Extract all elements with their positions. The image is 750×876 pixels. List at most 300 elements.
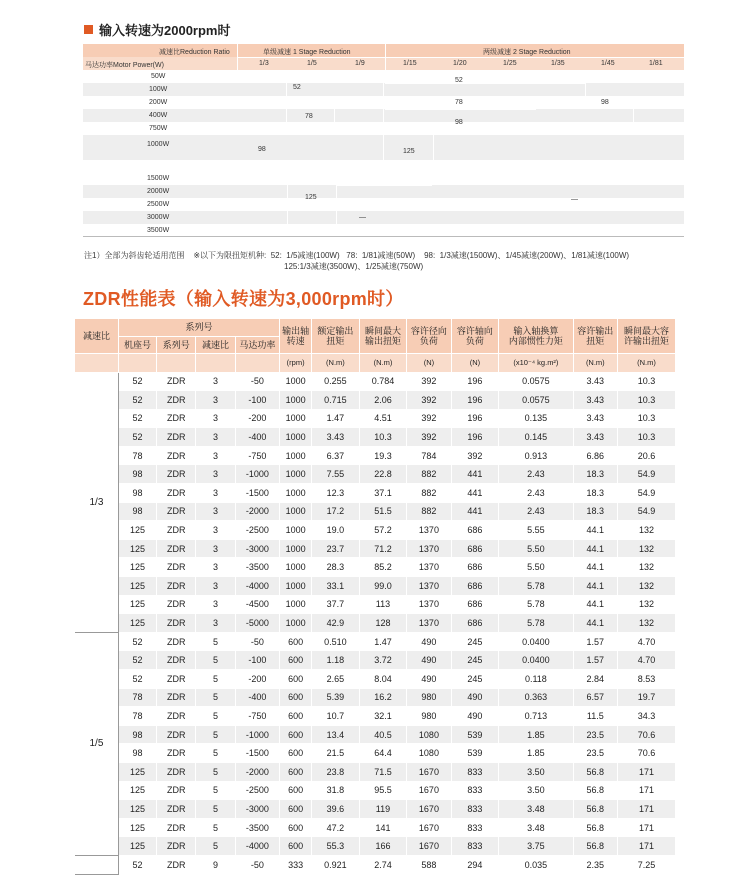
table-cell: 833 [451,837,499,856]
power-label: 200W [149,99,168,106]
table-cell: ZDR [157,446,196,465]
table-cell: -2000 [235,502,279,521]
range-value: 78 [455,99,463,106]
table-cell: 2.84 [573,670,617,689]
table-row [75,391,676,410]
table-cell: 56.8 [573,762,617,781]
table-cell: 113 [359,595,407,614]
table-cell: 1000 [280,502,312,521]
table-cell: 95.5 [359,781,407,800]
ratio-group-label: 1/5 [75,632,118,855]
table-cell: -3500 [235,558,279,577]
table-cell: 171 [618,800,676,819]
table-row [75,632,676,651]
table-cell: 5 [196,651,235,670]
table-cell: 0.713 [499,707,573,726]
table-cell: 23.5 [573,725,617,744]
table-cell: 54.9 [618,465,676,484]
table-row [75,558,676,577]
table-cell: 1000 [280,614,312,633]
power-label: 3000W [147,214,170,221]
ratio-header-cell: 1/81 [649,60,663,67]
header-divider [237,57,684,58]
table-cell: 0.135 [499,409,573,428]
range-boundary [287,172,288,224]
table-cell: 3 [196,372,235,391]
table-cell: 23.7 [312,539,360,558]
table-cell: 686 [451,595,499,614]
unit-n: (N) [407,353,451,372]
table-cell: 882 [407,484,451,503]
table-cell: 1370 [407,521,451,540]
table-cell: 3 [196,428,235,447]
table-cell: ZDR [157,688,196,707]
table-cell: 78 [118,688,156,707]
table-cell: 2.43 [499,465,573,484]
col-axial-load: 容许轴向 负荷 [451,319,499,353]
col-allow-torque: 容许输出 扭矩 [573,319,617,353]
table-cell: 56.8 [573,800,617,819]
range-value: 98 [601,99,609,106]
table-cell: 132 [618,558,676,577]
table-cell: 52 [118,391,156,410]
table1-row [83,211,684,224]
table-cell: 55.3 [312,837,360,856]
table-cell: 392 [407,391,451,410]
table-cell: 23.8 [312,762,360,781]
table-cell: 128 [359,614,407,633]
table-row [75,409,676,428]
table-cell: 56.8 [573,818,617,837]
table-cell: 132 [618,595,676,614]
table-cell: 1370 [407,539,451,558]
table-cell: 99.0 [359,577,407,596]
range-boundary [238,70,286,71]
table-cell: 1670 [407,762,451,781]
table-cell: ZDR [157,744,196,763]
col-radial-load: 容许径向 负荷 [407,319,451,353]
table-cell: 6.86 [573,446,617,465]
range-boundary [433,135,434,160]
table-cell: 13.4 [312,725,360,744]
table-cell: 600 [280,781,312,800]
table-cell: 3.50 [499,781,573,800]
power-label: 2000W [147,188,170,195]
range-value: 125 [305,194,317,201]
table-cell: 3 [196,502,235,521]
table-cell: 600 [280,707,312,726]
table-cell: 125 [118,762,156,781]
table-cell: 7.25 [618,855,676,874]
table-cell: -750 [235,707,279,726]
table-cell: 1000 [280,428,312,447]
ratio-header-cell: 1/25 [503,60,517,67]
table-cell: 8.53 [618,670,676,689]
table-cell: 18.3 [573,502,617,521]
table-cell: 1.47 [312,409,360,428]
table-cell: 3 [196,614,235,633]
col-series-group: 系列号 [118,319,279,336]
table-cell: 44.1 [573,595,617,614]
col-max-allow-torque: 瞬间最大容 许输出扭矩 [618,319,676,353]
table-cell: 19.0 [312,521,360,540]
table-cell: 2.43 [499,484,573,503]
table-cell: 5 [196,781,235,800]
table-cell: 980 [407,707,451,726]
table-row [75,781,676,800]
table-cell: 78 [118,446,156,465]
col-frame: 机座号 [118,336,156,353]
table-cell: 196 [451,428,499,447]
range-value: 125 [403,148,415,155]
table-cell: 11.5 [573,707,617,726]
table-cell: 5 [196,632,235,651]
table-cell: 1.18 [312,651,360,670]
table-cell: 5 [196,670,235,689]
table-cell: 490 [451,688,499,707]
unit-rpm: (rpm) [280,353,312,372]
range-boundary [288,224,336,225]
table-cell: 0.255 [312,372,360,391]
table-cell: 539 [451,725,499,744]
table-cell: ZDR [157,800,196,819]
ratio-header-cell: 1/9 [355,60,365,67]
table-cell: 490 [407,632,451,651]
table-row [75,446,676,465]
application-range-table [83,44,684,244]
table-cell: 5 [196,837,235,856]
table-cell: 3.75 [499,837,573,856]
stage1-label: 单级减速 1 Stage Reduction [263,49,351,56]
table-cell: 1.57 [573,651,617,670]
table-cell: 18.3 [573,465,617,484]
table-row [75,521,676,540]
table-cell: 833 [451,818,499,837]
table-cell: 3.43 [573,391,617,410]
table-cell: 52 [118,372,156,391]
table-cell: 22.8 [359,465,407,484]
table-cell: 70.6 [618,744,676,763]
table-cell: -50 [235,372,279,391]
table-cell: 10.3 [618,391,676,410]
table-cell: 5 [196,744,235,763]
table-row [75,614,676,633]
table-cell: 71.5 [359,762,407,781]
table-cell: 64.4 [359,744,407,763]
table-cell: 125 [118,539,156,558]
table-cell: 10.3 [618,409,676,428]
table-cell: 125 [118,818,156,837]
power-label: 3500W [147,227,170,234]
table-cell: -5000 [235,614,279,633]
table-cell: 686 [451,539,499,558]
range-boundary [633,96,634,122]
table-cell: 1670 [407,781,451,800]
table-cell: 1080 [407,725,451,744]
table-cell: 3.43 [573,372,617,391]
table-cell: 3 [196,446,235,465]
unit-empty [157,353,196,372]
table-cell: 5 [196,800,235,819]
table-cell: 56.8 [573,781,617,800]
table-cell: 2.65 [312,670,360,689]
table-cell: 5 [196,707,235,726]
table-cell: 52 [118,651,156,670]
table-cell: 392 [407,372,451,391]
table-cell: 44.1 [573,614,617,633]
ratio-header-cell: 1/35 [551,60,565,67]
power-label: 100W [149,86,168,93]
unit-nm: (N.m) [618,353,676,372]
col-out-speed: 输出轴 转速 [280,319,312,353]
table-cell: 3 [196,484,235,503]
power-label: 1000W [147,141,170,148]
range-boundary [385,109,536,110]
range-boundary [585,96,633,97]
table-row [75,372,676,391]
table-cell: 5.78 [499,614,573,633]
ratio-group-label: 1/3 [75,372,118,632]
table-cell: 125 [118,595,156,614]
table-cell: 686 [451,614,499,633]
table-cell: 54.9 [618,484,676,503]
table-cell: -3000 [235,539,279,558]
table-cell: 44.1 [573,539,617,558]
table-cell: 2.43 [499,502,573,521]
table-cell: 3.43 [312,428,360,447]
table-cell: 600 [280,762,312,781]
table-cell: 71.2 [359,539,407,558]
table-row [75,595,676,614]
range-value: 98 [258,146,266,153]
table-cell: 5 [196,818,235,837]
table-cell: 3 [196,521,235,540]
power-label: 400W [149,112,168,119]
table-cell: 70.6 [618,725,676,744]
table-cell: 119 [359,800,407,819]
table-cell: 125 [118,800,156,819]
table-row [75,744,676,763]
table-cell: 44.1 [573,558,617,577]
table-cell: 10.3 [359,428,407,447]
note-line: 注1）全部为斜齿轮适用范围 ※以下为限扭矩机种: 52: 1/5减速(100W) 78: 1/81减速(50W) 98: 1/3减速(1500W)、1/45减速(200W)、1/81减速(100W) [84,251,630,260]
table-row [75,465,676,484]
range-boundary [238,160,286,161]
unit-empty [118,353,156,372]
table-cell: 392 [407,428,451,447]
range-boundary [432,172,433,185]
table-cell: -1000 [235,725,279,744]
table-cell: 1.85 [499,744,573,763]
table-cell: 3.48 [499,818,573,837]
table-cell: 539 [451,744,499,763]
table-cell: 882 [407,502,451,521]
table-cell: ZDR [157,595,196,614]
table-cell: ZDR [157,670,196,689]
table-cell: 0.145 [499,428,573,447]
table-cell: -1500 [235,484,279,503]
table-cell: 125 [118,781,156,800]
table-cell: 98 [118,465,156,484]
table-cell: 441 [451,484,499,503]
table-cell: 5.78 [499,577,573,596]
table-cell: 20.6 [618,446,676,465]
table-cell: 1.57 [573,632,617,651]
table-cell: 0.0575 [499,372,573,391]
table-cell: ZDR [157,502,196,521]
range-value: 98 [455,119,463,126]
ratio-header-cell: 1/20 [453,60,467,67]
table-cell: -200 [235,409,279,428]
table-cell: 125 [118,837,156,856]
table-cell: 1.47 [359,632,407,651]
unit-n: (N) [451,353,499,372]
table-cell: 19.3 [359,446,407,465]
range-value: 78 [305,113,313,120]
table-cell: ZDR [157,818,196,837]
table-cell: ZDR [157,725,196,744]
col-max-torque: 瞬间最大 输出扭矩 [359,319,407,353]
table-cell: 23.5 [573,744,617,763]
ratio-header-cell: 1/3 [259,60,269,67]
stage2-label: 两级减速 2 Stage Reduction [483,49,571,56]
range-boundary [286,122,334,123]
table-cell: 1000 [280,539,312,558]
table-cell: -3000 [235,800,279,819]
table-cell: 39.6 [312,800,360,819]
power-header-label: 马达功率Motor Power(W) [85,62,164,69]
table-cell: ZDR [157,707,196,726]
col-ratio: 减速比 [75,319,118,353]
table-cell: 1370 [407,558,451,577]
table-cell: -2500 [235,521,279,540]
table-cell: 9 [196,855,235,874]
table-cell: 196 [451,391,499,410]
table-cell: 245 [451,651,499,670]
table-cell: 171 [618,837,676,856]
table-cell: 7.55 [312,465,360,484]
table-cell: 1670 [407,800,451,819]
table-cell: 44.1 [573,521,617,540]
table-cell: 3.43 [573,409,617,428]
table-cell: 132 [618,521,676,540]
table-cell: 0.0400 [499,651,573,670]
table-cell: ZDR [157,409,196,428]
table-cell: 392 [407,409,451,428]
table-cell: 1000 [280,446,312,465]
range-boundary [287,160,383,161]
table-cell: -400 [235,688,279,707]
range-value: — [571,196,578,203]
table-cell: ZDR [157,614,196,633]
table-cell: -200 [235,670,279,689]
table-row [75,707,676,726]
table-cell: 1000 [280,465,312,484]
table-row [75,502,676,521]
table-cell: 0.0400 [499,632,573,651]
range-boundary [286,70,287,122]
table-cell: 19.7 [618,688,676,707]
table-cell: 52 [118,855,156,874]
table-cell: -50 [235,632,279,651]
table-cell: 1370 [407,577,451,596]
table-cell: -4500 [235,595,279,614]
table-cell: ZDR [157,855,196,874]
table-cell: 0.913 [499,446,573,465]
table-cell: 600 [280,818,312,837]
table-row [75,670,676,689]
table-cell: 0.715 [312,391,360,410]
table-cell: ZDR [157,484,196,503]
table-cell: 3 [196,577,235,596]
table-cell: 4.70 [618,632,676,651]
table-cell: 132 [618,614,676,633]
table-cell: -100 [235,651,279,670]
table-row [75,762,676,781]
range-boundary [334,96,335,122]
table-cell: 0.0575 [499,391,573,410]
table-cell: 10.3 [618,428,676,447]
table-cell: -1000 [235,465,279,484]
table-cell: ZDR [157,521,196,540]
zdr-performance-table [75,319,676,875]
table-body [75,372,676,874]
table-cell: 0.363 [499,688,573,707]
table-cell: ZDR [157,781,196,800]
ratio-header-cell: 1/45 [601,60,615,67]
table-row [75,484,676,503]
range-boundary [336,185,337,224]
table-cell: 1000 [280,391,312,410]
table-cell: 5 [196,762,235,781]
table-row [75,837,676,856]
table-cell: 141 [359,818,407,837]
table-cell: 490 [407,670,451,689]
note-line: 125:1/3减速(3500W)、1/25减速(750W) [284,262,424,271]
table-cell: 3 [196,595,235,614]
table-cell: -2000 [235,762,279,781]
table1-header-row2 [83,57,684,70]
ratio-header-cell: 1/15 [403,60,417,67]
unit-nm: (N.m) [359,353,407,372]
table-cell: 600 [280,725,312,744]
table-cell: ZDR [157,837,196,856]
table-cell: 56.8 [573,837,617,856]
table-cell: ZDR [157,558,196,577]
table-cell: 5 [196,725,235,744]
unit-empty [235,353,279,372]
table-cell: -2500 [235,781,279,800]
table-cell: 441 [451,465,499,484]
table-cell: 0.118 [499,670,573,689]
table-cell: 490 [407,651,451,670]
table-cell: 125 [118,614,156,633]
table-row [75,428,676,447]
power-label: 50W [151,73,166,80]
table-cell: 1000 [280,372,312,391]
range-boundary [336,185,432,186]
table-cell: -100 [235,391,279,410]
table-cell: ZDR [157,391,196,410]
table1-row [83,198,684,211]
table-cell: 171 [618,818,676,837]
table-cell: 32.1 [359,707,407,726]
table-cell: 98 [118,725,156,744]
table-cell: 37.7 [312,595,360,614]
section2-title: ZDR性能表（输入转速为3,000rpm时） [83,289,404,309]
table-cell: 10.3 [618,372,676,391]
table-cell: -1500 [235,744,279,763]
